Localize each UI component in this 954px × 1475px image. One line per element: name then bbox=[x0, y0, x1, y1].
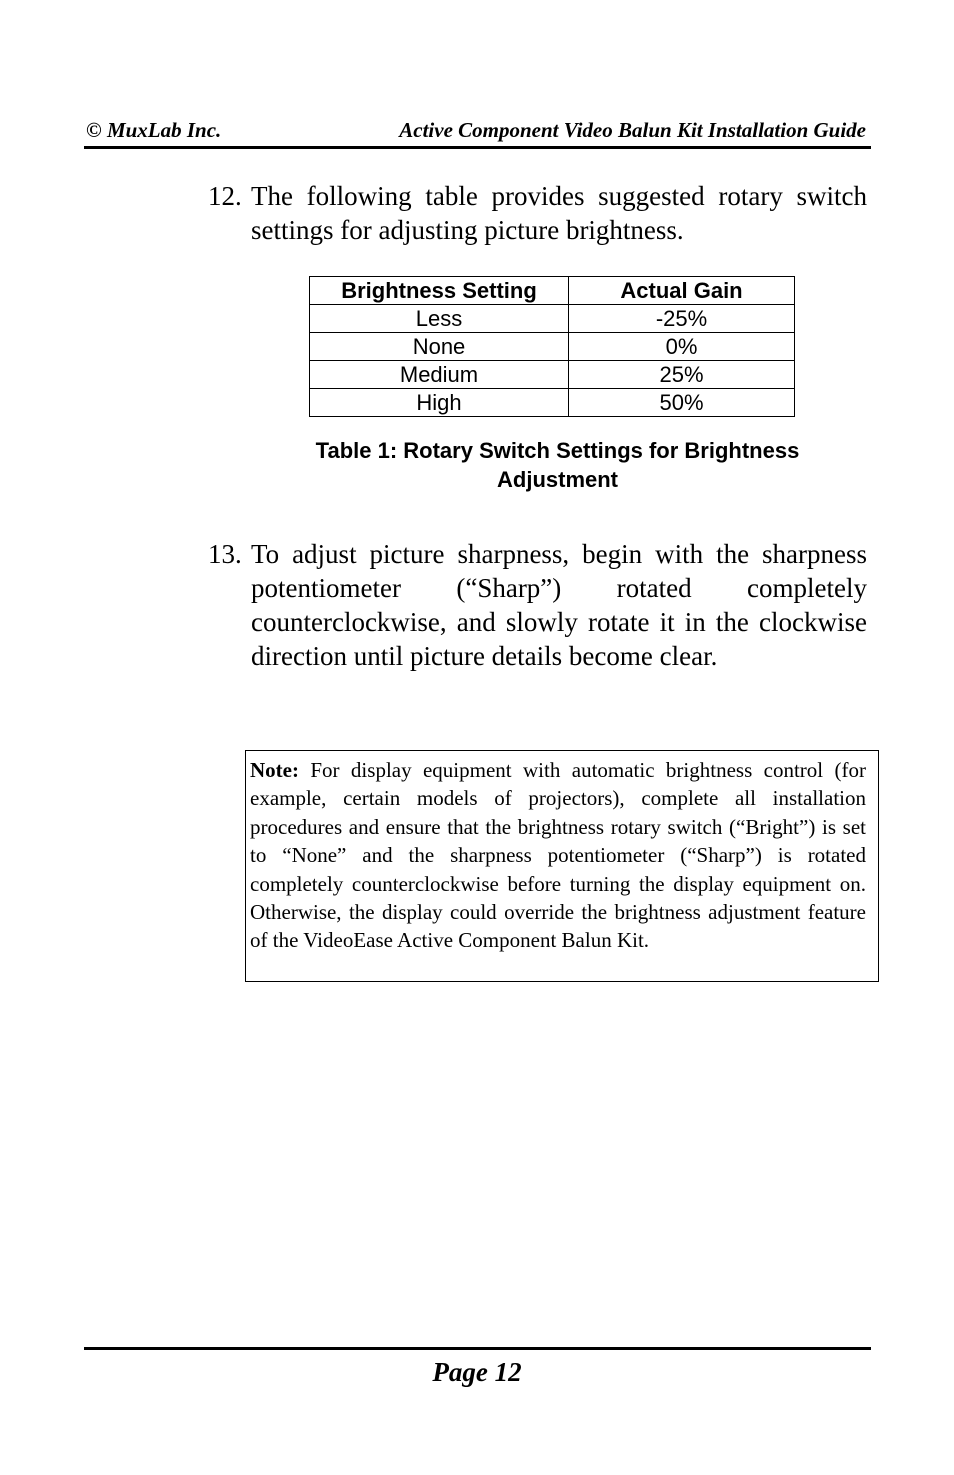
table-row bbox=[310, 361, 795, 389]
note-text: For display equipment with automatic brightness control (for example, certain models of projectors), complete all installation procedures and ensure that the brightness rotary switch (“Bright”) is set to “None” and the sharpness potentiometer (“Sharp”) is rotated completely counterclockwise before turning the display equipment on. Otherwise, the display could override the brightness adjustment feature of the VideoEase Active Component Balun Kit. bbox=[250, 758, 866, 953]
note-label: Note: bbox=[250, 758, 299, 782]
table-row bbox=[310, 333, 795, 361]
table-header-row bbox=[310, 277, 795, 305]
header-document-title: Active Component Video Balun Kit Installation Guide bbox=[399, 118, 866, 142]
header-divider bbox=[84, 146, 871, 149]
step-13 bbox=[208, 537, 867, 673]
header-company: © MuxLab Inc. bbox=[86, 118, 222, 142]
table-caption: Table 1: Rotary Switch Settings for Brightness Adjustment bbox=[315, 438, 800, 492]
footer-divider bbox=[84, 1347, 871, 1350]
brightness-table bbox=[309, 276, 795, 417]
step-12 bbox=[208, 179, 867, 247]
table-cell: 25% bbox=[569, 361, 795, 389]
table-cell: Medium bbox=[310, 361, 569, 389]
step-number: 13. bbox=[208, 539, 242, 569]
table-cell: Less bbox=[310, 305, 569, 333]
page-number: Page 12 bbox=[432, 1357, 522, 1387]
step-number: 12. bbox=[208, 181, 242, 211]
column-header-brightness-setting: Brightness Setting bbox=[310, 277, 569, 305]
step-text: The following table provides suggested rotary switch settings for adjusting picture brightness. bbox=[251, 181, 867, 245]
step-text: To adjust picture sharpness, begin with the sharpness potentiometer (“Sharp”) rotated completely counterclockwise, and slowly rotate it in the clockwise direction until picture details become clear. bbox=[251, 539, 867, 671]
table-cell: 50% bbox=[569, 389, 795, 417]
column-header-actual-gain: Actual Gain bbox=[569, 277, 795, 305]
table-row bbox=[310, 305, 795, 333]
table-cell: 0% bbox=[569, 333, 795, 361]
table-row bbox=[310, 389, 795, 417]
table-cell: High bbox=[310, 389, 569, 417]
table-cell: None bbox=[310, 333, 569, 361]
note-box bbox=[245, 750, 879, 982]
table-cell: -25% bbox=[569, 305, 795, 333]
